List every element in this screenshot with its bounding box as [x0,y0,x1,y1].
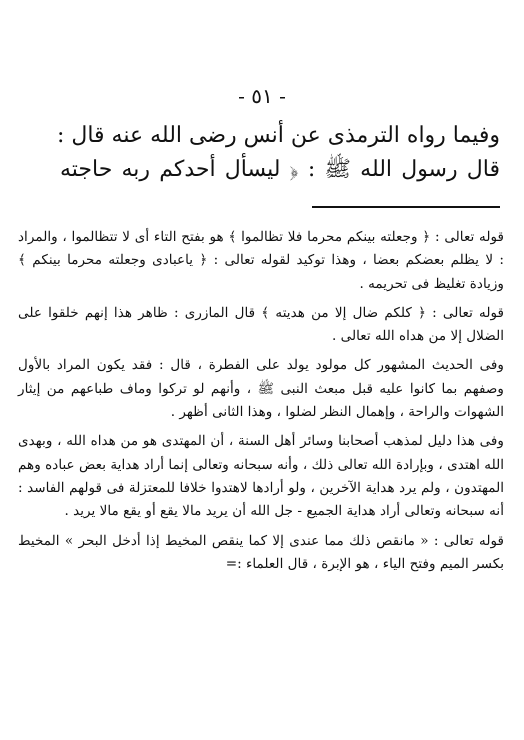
note-paragraph-5: قوله تعالى : « مانقص ذلك مما عندى إلا كما ينقص المخيط إذا أدخل البحر » المخيط بكسر الميم وفتح الياء ، هو الإبرة ، قال العلماء := [18,532,504,572]
note-paragraph-1: قوله تعالى : ﴿ وجعلته بينكم محرما فلا تظالموا ﴾ هو بفتح التاء أى لا تتظالموا ، والمراد : لا يظلم بعضكم بعضا ، وهذا توكيد لقوله تعالى : ﴿ ياعبادى وجعلته محرما بينكم ﴾ وزيادة تغليظ فى تحريمه . [18,229,504,292]
main-text-line-2: قال رسول الله ﷺ : ﴿ ليسأل أحدكم ربه حاجته [60,157,500,182]
commentary-notes [18,226,504,582]
note-paragraph-2: قوله تعالى : ﴿ كلكم ضال إلا من هديته ﴾ قال المازرى : ظاهر هذا إنهم خلقوا على الضلال إلا من هداه الله تعالى . [18,304,504,345]
footnote-divider [312,206,500,208]
main-text-line-1: وفيما رواه الترمذى عن أنس رضى الله عنه قال : [56,123,500,148]
note-paragraph-3: وفى الحديث المشهور كل مولود يولد على الفطرة ، قال : فقد يكون المراد بالأول وصفهم بما كانوا عليه قبل مبعث النبى ﷺ ، وأنهم لو تركوا وماف طباعهم من إيثار الشهوات والراحة ، وإهمال النظر لضلوا ، وهذا الثانى أظهر . [18,357,504,421]
page-number: - ٥١ - [238,84,286,108]
note-paragraph-4: وفى هذا دليل لمذهب أصحابنا وسائر أهل السنة ، أن المهتدى هو من هداه الله ، وبهدى الله اهتدى ، وبإرادة الله تعالى ذلك ، وأنه سبحانه وتعالى إنما أراد هداية بعض عباده وهم المهتدون ، ولم يرد هداية الآخرين ، ولو أرادها لاهتدوا خلافا للمعتزلة فى قولهم الفاسد : أنه سبحانه وتعالى أراد هداية الجميع - جل الله أن يريد مالا يقع أو يقع مالا يريد . [18,433,504,520]
